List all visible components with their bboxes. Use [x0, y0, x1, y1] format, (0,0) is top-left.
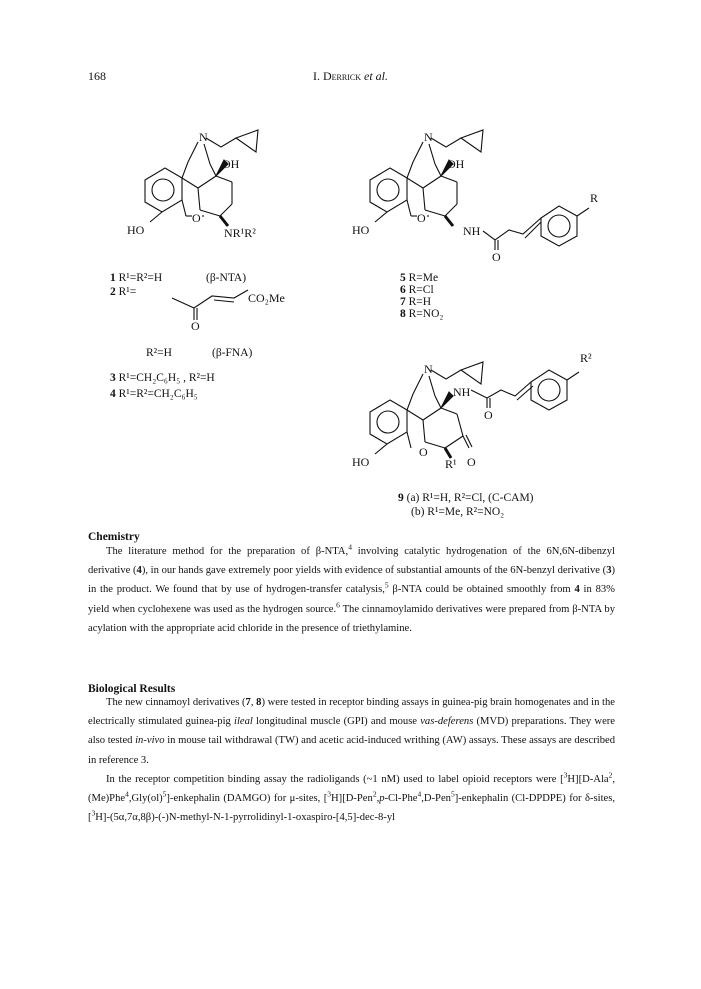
- compound-2-r2: R²=H: [146, 347, 172, 359]
- s3-carbonyl-o-label: O: [484, 408, 493, 422]
- running-title: [0, 69, 701, 84]
- compound-3-label: 3 R¹=CH₂C₆H₅ , R²=H: [110, 372, 215, 384]
- s3-o-label: O: [419, 445, 428, 459]
- running-title-author: I. Derrick: [313, 69, 361, 83]
- compound-2-name: (β-FNA): [212, 347, 253, 359]
- structure-9-ccam: [345, 348, 615, 478]
- s2-r-label: R: [590, 191, 599, 205]
- s2-carbonyl-o-label: O: [492, 250, 501, 264]
- compound-9a-label: 9 (a) R¹=H, R²=Cl, (C-CAM): [398, 492, 534, 504]
- s3-nh-label: NH: [453, 385, 471, 399]
- s2-nh-label: NH: [463, 224, 481, 238]
- s2-n-label: N: [424, 130, 433, 144]
- s3-n-label: N: [424, 362, 433, 376]
- compound-9b-label: (b) R¹=Me, R²=NO₂: [411, 506, 505, 518]
- s2-o-label: O: [417, 211, 426, 225]
- compound-2-carbonyl-o: O: [191, 319, 200, 333]
- compound-5-label: 5 R=Me: [400, 272, 439, 284]
- compound-8-label: 8 R=NO₂: [400, 308, 444, 320]
- s2-ho-label: HO: [352, 223, 370, 237]
- chemistry-paragraph: The literature method for the preparation of β-NTA,$^4$ involving catalytic hydrogenation of the 6N,6N-dibenzyl derivative (4), in our hands gave extremely poor yields with evidence of substantial amounts of the 6N-benzyl derivative (3) in the product. We found that by use of hydrogen-transfer catalysis,$^5$ β-NTA could be obtained smoothly from 4 in 83% yield when cyclohexene was used as the hydrogen source.$^6$ The cinnamoylamido derivatives were prepared from β-NTA by acylation with the appropriate acid chloride in the presence of triethylamine.: [88, 542, 616, 634]
- compound-2-label: 2 R¹=: [110, 286, 137, 298]
- structure-1-naltrexamine: [120, 118, 320, 243]
- chemistry-heading: Chemistry: [88, 531, 140, 543]
- compound-1-name: (β-NTA): [206, 272, 247, 284]
- s1-nr1r2-label: NR¹R²: [224, 226, 256, 240]
- compound-1-label: 1 R¹=R²=H: [110, 272, 163, 284]
- page-number: 168: [88, 69, 106, 83]
- compound-4-label: 4 R¹=R²=CH₂C₆H₅: [110, 388, 198, 400]
- biological-paragraph-2: In the receptor competition binding assay the radioligands (~1 nM) used to label opioid receptors were [$^3$H][D-Ala$^2$,(Me)Phe$^4$,Gly(ol)$^5$]-enkephalin (DAMGO) for μ-sites, [$^3$H][D-Pen$^2$,p-Cl-Phe$^4$,D-Pen$^5$]-enkephalin (Cl-DPDPE) for δ-sites, [$^3$H]-(5α,7α,8β)-(-)N-methyl-N-1-pyrrolidinyl-1-oxaspiro-[4,5]-dec-8-yl: [88, 770, 615, 824]
- s1-oh-label: OH: [222, 157, 240, 171]
- s1-ho-label: HO: [127, 223, 145, 237]
- compound-6-label: 6 R=Cl: [400, 284, 434, 296]
- s3-r1-label: R¹: [445, 457, 457, 471]
- compound-2-fumaramate-fragment: [168, 284, 298, 332]
- running-title-etal: et al.: [361, 69, 388, 83]
- biological-paragraph-1: The new cinnamoyl derivatives (7, 8) were tested in receptor binding assays in guinea-pig brain homogenates and in the electrically stimulated guinea-pig ileal longitudinal muscle (GPI) and mouse vas-deferens (MVD) preparations. They were also tested in-vivo in mouse tail withdrawal (TW) and acetic acid-induced writhing (AW) assays. These assays are described in reference 3.: [88, 697, 615, 766]
- structure-5-8-cinnamoyl: [345, 118, 615, 263]
- co2me-label: CO₂Me: [248, 291, 285, 305]
- biological-results-heading: Biological Results: [88, 683, 176, 695]
- s2-oh-label: OH: [447, 157, 465, 171]
- s3-ketone-o-label: O: [467, 455, 476, 469]
- s1-n-label: N: [199, 130, 208, 144]
- s3-r2-label: R²: [580, 351, 592, 365]
- s3-ho-label: HO: [352, 455, 370, 469]
- s1-o-label: O: [192, 211, 201, 225]
- compound-7-label: 7 R=H: [400, 296, 432, 308]
